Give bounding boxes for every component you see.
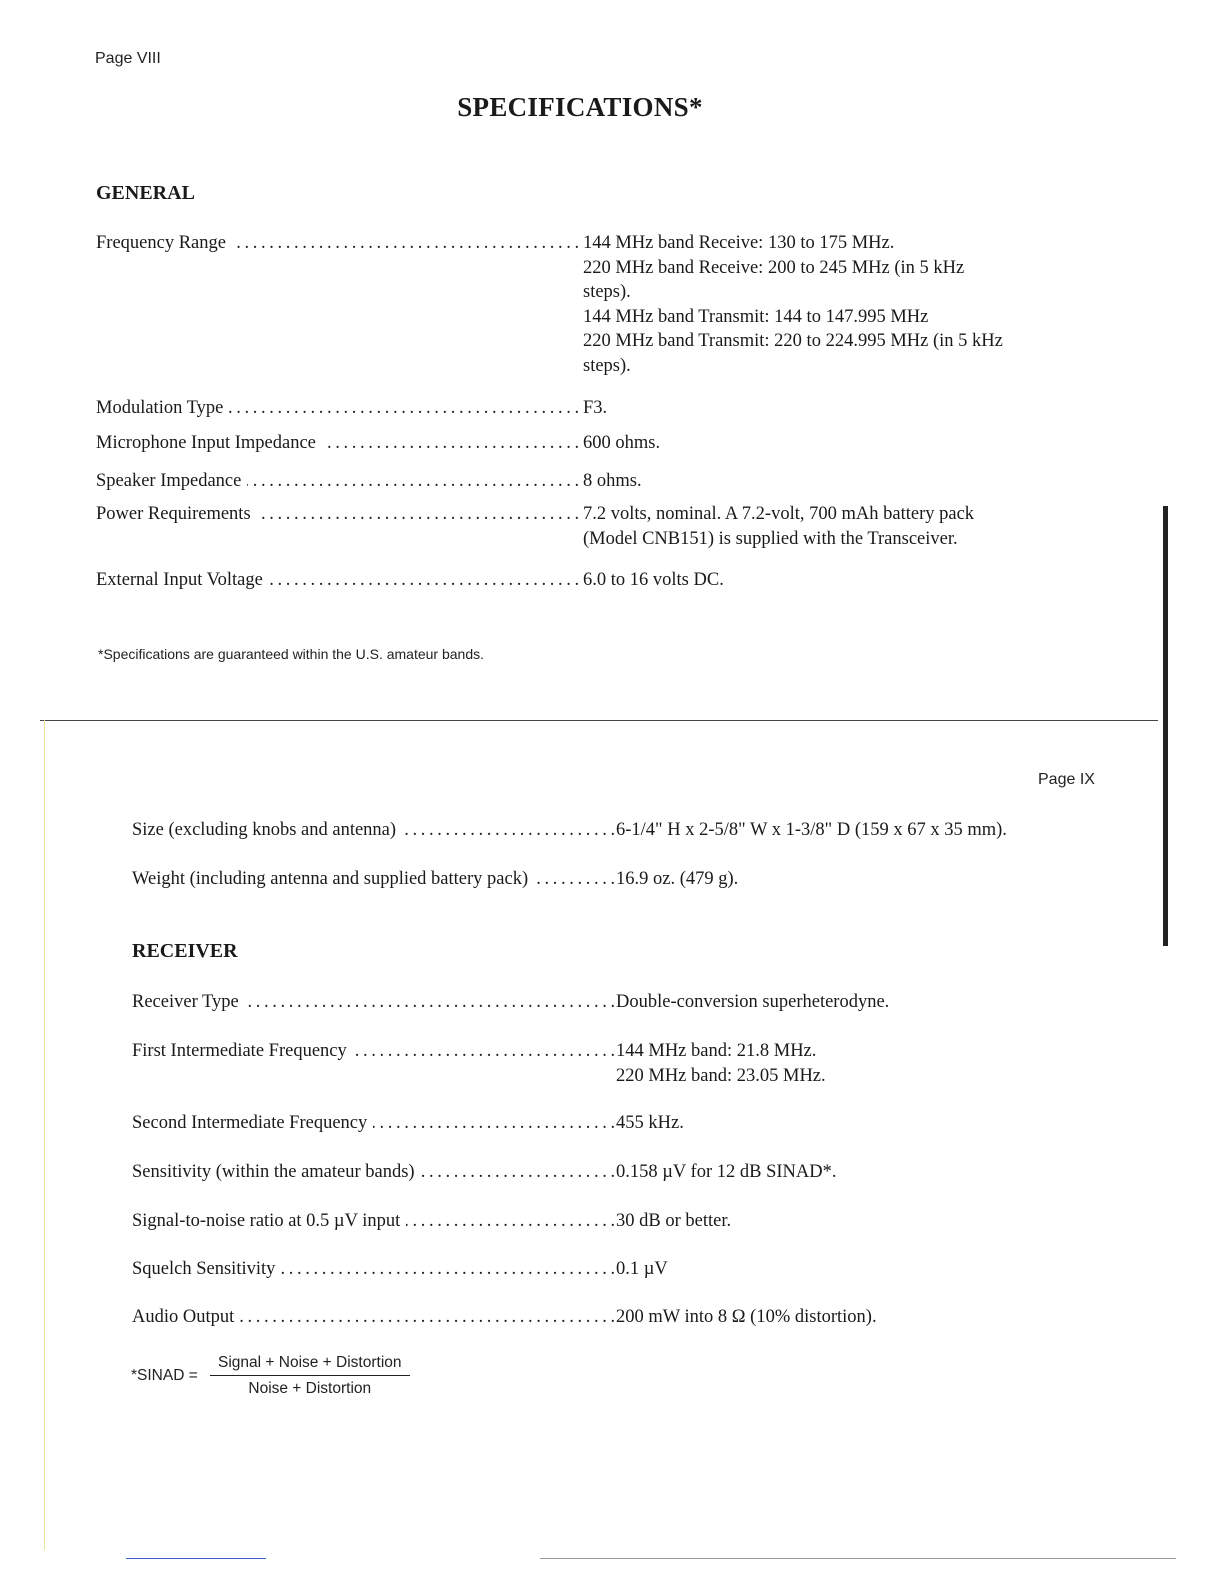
spec-row-speaker-impedance <box>96 469 1076 494</box>
right-edge-bar <box>1163 506 1168 946</box>
spec-label: Audio Output . . . <box>132 1305 616 1330</box>
spec-row-microphone-impedance <box>96 431 1076 456</box>
sinad-fraction <box>210 1354 410 1398</box>
spec-label: Microphone Input Impedance . . . <box>96 431 583 456</box>
general-heading: GENERAL <box>96 182 195 204</box>
sinad-numerator: Signal + Noise + Distortion <box>218 1354 402 1371</box>
spec-value: 8 ohms. <box>583 471 642 491</box>
spec-row-sensitivity <box>132 1160 1092 1185</box>
spec-value: 6-1/4" H x 2-5/8" W x 1-3/8" D (159 x 67 x 35 mm). <box>616 820 1007 840</box>
sinad-denominator: Noise + Distortion <box>248 1380 372 1397</box>
spec-row-second-if <box>132 1111 1092 1136</box>
spec-label: Second Intermediate Frequency . . . <box>132 1111 616 1136</box>
spec-row-receiver-type <box>132 990 1092 1015</box>
spec-label: Modulation Type . . . <box>96 396 583 421</box>
page-ix-label: Page IX <box>1038 771 1095 788</box>
spec-label: Sensitivity (within the amateur bands) . . . <box>132 1160 616 1185</box>
spec-row-weight <box>132 867 1092 892</box>
spec-value: 6.0 to 16 volts DC. <box>583 570 724 590</box>
spec-value: 455 kHz. <box>616 1113 684 1133</box>
spec-row-external-input-voltage <box>96 568 1076 593</box>
general-footnote: *Specifications are guaranteed within the U.S. amateur bands. <box>98 646 485 662</box>
spec-row-first-if <box>132 1039 1092 1088</box>
spec-label: Size (excluding knobs and antenna) . . . <box>132 818 616 843</box>
spec-label: Frequency Range . . . <box>96 231 583 256</box>
receiver-heading: RECEIVER <box>132 940 238 962</box>
spec-row-modulation-type <box>96 396 1076 421</box>
spec-row-audio-output <box>132 1305 1092 1330</box>
spec-value: 30 dB or better. <box>616 1211 732 1231</box>
spec-row-frequency-range <box>96 231 1076 378</box>
spec-value: 0.158 µV for 12 dB SINAD*. <box>616 1162 837 1182</box>
spec-label: External Input Voltage . . . <box>96 568 583 593</box>
left-edge-line <box>44 720 45 1550</box>
spec-value: 16.9 oz. (479 g). <box>616 869 739 889</box>
spec-row-squelch-sensitivity <box>132 1257 1092 1282</box>
spec-row-signal-to-noise <box>132 1209 1092 1234</box>
sinad-formula <box>131 1354 410 1398</box>
page-divider <box>40 720 1158 721</box>
spec-row-size <box>132 818 1092 843</box>
spec-value: 144 MHz band Receive: 130 to 175 MHz. 220 MHz band Receive: 200 to 245 MHz (in 5 kHz steps). 144 MHz band Transmit: 144 to 147.995 MHz 220 MHz band Transmit: 220 to 224.995 MHz (in 5 kHz steps). <box>583 233 1003 376</box>
spec-label: Receiver Type . . . <box>132 990 616 1015</box>
spec-label: Power Requirements . . . <box>96 502 583 527</box>
spec-label: Signal-to-noise ratio at 0.5 µV input . . . <box>132 1209 616 1234</box>
spec-value: 0.1 µV <box>616 1259 668 1279</box>
sinad-lhs: *SINAD = <box>131 1367 198 1384</box>
spec-value: F3. <box>583 398 608 418</box>
spec-value: 600 ohms. <box>583 433 661 453</box>
spec-label: First Intermediate Frequency . . . <box>132 1039 616 1064</box>
page-viii-label: Page VIII <box>95 50 161 67</box>
spec-value: 200 mW into 8 Ω (10% distortion). <box>616 1307 877 1327</box>
spec-value: Double-conversion superheterodyne. <box>616 992 890 1012</box>
page-title: SPECIFICATIONS* <box>457 92 703 122</box>
bottom-mark-left <box>126 1558 266 1559</box>
spec-label: Weight (including antenna and supplied battery pack) . . . <box>132 867 616 892</box>
spec-value: 144 MHz band: 21.8 MHz. 220 MHz band: 23.05 MHz. <box>616 1041 826 1086</box>
spec-value: 7.2 volts, nominal. A 7.2-volt, 700 mAh battery pack (Model CNB151) is supplied with the Transceiver. <box>583 504 975 549</box>
spec-row-power-requirements <box>96 502 1076 551</box>
bottom-mark-right <box>540 1558 1176 1559</box>
spec-label: Squelch Sensitivity . . . <box>132 1257 616 1282</box>
spec-label: Speaker Impedance . . . <box>96 469 583 494</box>
